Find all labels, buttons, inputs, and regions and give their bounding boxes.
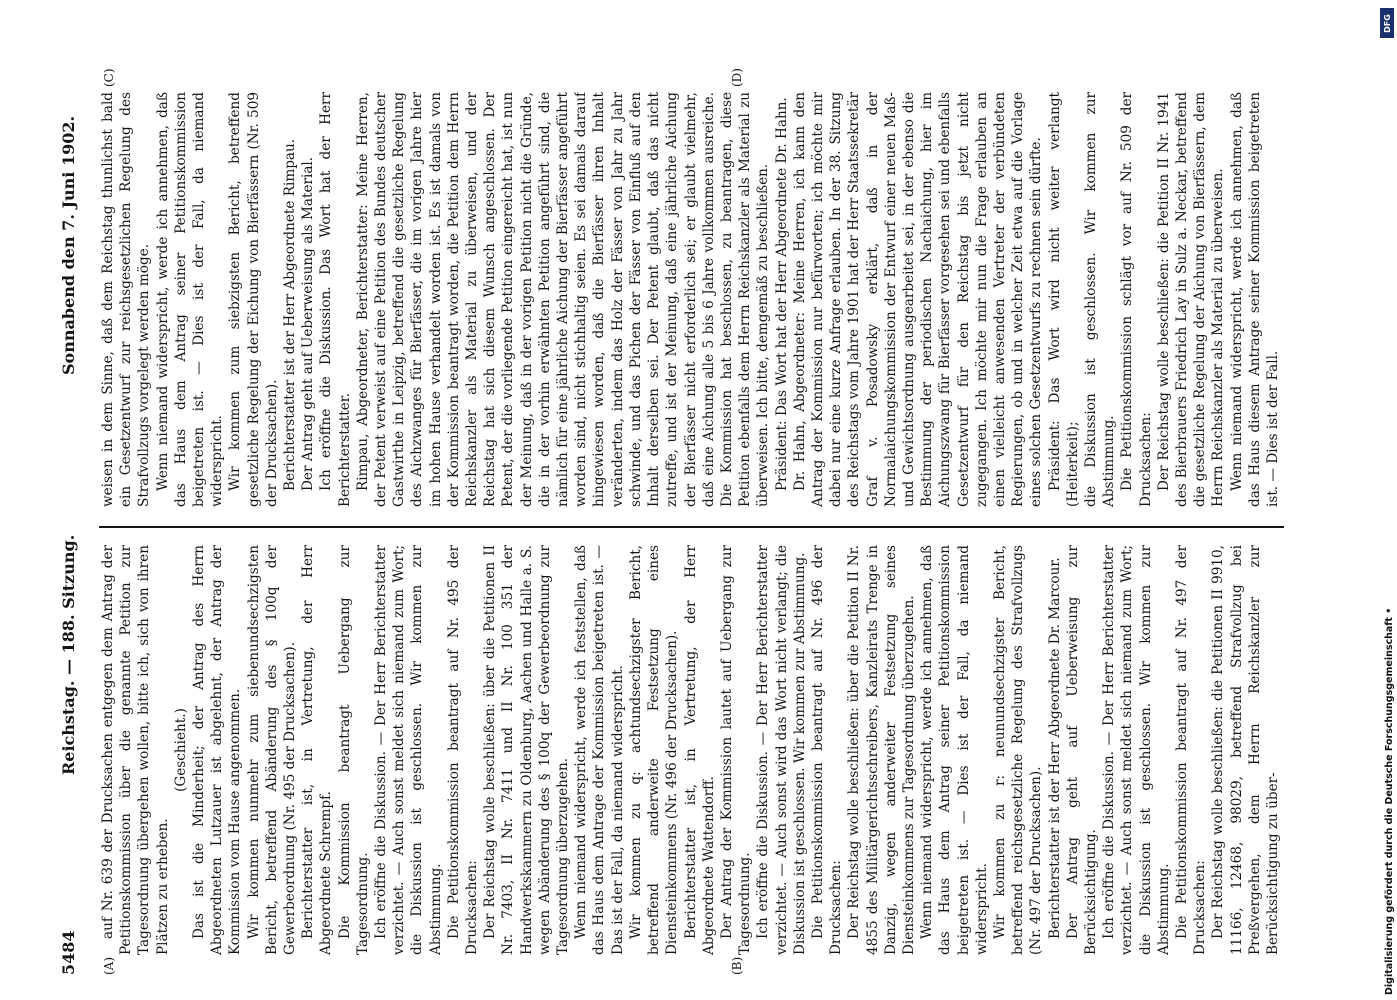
paragraph: weisen in dem Sinne, daß dem Reichstag thunlichst bald ein Gesetzentwurf zur reichsgesetzlichen Regelung des Strafvollzugs vorgelegt werden möge. (100, 92, 153, 507)
paragraph: Wir kommen zu q: achtundsechzigster Bericht, betreffend anderweite Festsetzung eines Diensteinkommens (Nr. 496 der Drucksachen). (627, 545, 681, 955)
header-right-title: Sonnabend den 7. Juni 1902. (59, 115, 78, 375)
paragraph: die Diskussion ist geschlossen. Wir kommen zur Abstimmung. (1082, 92, 1118, 507)
paragraph: Die Petitionskommission beantragt auf Nr. 496 der Drucksachen: (809, 545, 845, 955)
dfg-logo-text: DFG (1382, 13, 1392, 33)
paragraph: Dr. Hahn, Abgeordneter: Meine Herren, ich kann den Antrag der Kommission nur befürworten; ich möchte mir dabei nur eine kurze Anfrage erlauben. In der 38. Sitzung des Reichstags vom Jahre 1901 hat der Herr Staatssekretär Graf v. Posadowsky erklärt, daß in der Normalaichungskommission der Entwurf einer neuen Maß- und Gewichtsordnung ausgearbeitet sei, in der ebenso die Bestimmung der periodischen Nachaichung, hier im Aichungszwang für Bierfässer vorgesehen sei und ebenfalls Gesetzentwurf für den Reichstag bis jetzt nicht zugegangen. Ich möchte mir nun die Frage erlauben an einen vielleicht anwesenden Vertreter der verbündeten Regierungen, ob und in welcher Zeit etwa auf die Vorlage eines solchen Gesetzentwurfs zu rechnen sein dürfte. (791, 92, 1045, 507)
paragraph: auf Nr. 639 der Drucksachen entgegen dem Antrag der Petitionskommission über die genannte Petition zur Tagesordnung übergehen wollen, bitte ich, sich von ihren Plätzen zu erheben. (100, 545, 171, 955)
paragraph: Ich eröffne die Diskussion. — Der Herr Berichterstatter verzichtet. — Auch sonst meldet sich niemand zum Wort; die Diskussion ist geschlossen. Wir kommen zur Abstimmung. (1101, 545, 1172, 955)
paragraph: Der Reichstag wolle beschließen: über die Petitionen II Nr. 7403, II Nr. 7411 und II Nr. 100 351 der Handwerkskammern zu Oldenburg, Aachen und Halle a. S. wegen Abänderung des § 100q der Gewerbeordnung zur Tagesordnung überzugehen. (482, 545, 572, 955)
paragraph: Das ist die Minderheit; der Antrag des Herrn Abgeordneten Lutzauer ist abgelehnt, der Antrag der Kommission vom Hause angenommen. (191, 545, 244, 955)
digitization-credit: Digitalisierung gefördert durch die Deutsche Forschungsgemeinschaft • (1384, 607, 1395, 995)
paragraph: Präsident: Das Wort hat der Herr Abgeordnete Dr. Hahn. (773, 97, 790, 491)
left-column (99, 545, 1289, 955)
paragraph: Ich eröffne die Diskussion. — Der Herr Berichterstatter verzichtet. — Auch sonst wird das Wort nicht verlangt; die Diskussion ist geschlossen. Wir kommen zur Abstimmung. (755, 545, 808, 955)
paragraph: Berichterstatter ist, in Vertretung, der Herr Abgeordnete Wattendorff. (682, 545, 717, 955)
header-left-title: Reichstag. — 188. Sitzung. (59, 534, 78, 775)
paragraph: Wenn niemand widerspricht, werde ich annehmen, daß das Haus dem Antrag seiner Petitionskommission beigetreten ist. — Dies ist der Fall, da niemand widerspricht. (919, 545, 990, 955)
paragraph: Berichterstatter ist der Herr Abgeordnete Rimpau. (282, 138, 299, 491)
paragraph: Der Antrag geht auf Ueberweisung zur Berücksichtigung. (1064, 545, 1099, 955)
margin-marker-a: (A) (102, 956, 116, 975)
paragraph: Wir kommen zum siebzigsten Bericht, betreffend gesetzliche Regelung der Eichung von Bierfässern (Nr. 509 der Drucksachen). (227, 92, 280, 507)
paragraph: Ich eröffne die Diskussion. — Der Herr Berichterstatter verzichtet. — Auch sonst meldet sich niemand zum Wort; die Diskussion ist geschlossen. Wir kommen zur Abstimmung. (373, 545, 444, 955)
paragraph: Präsident: Das Wort wird nicht weiter verlangt (Heiterkeit); (1046, 92, 1081, 507)
paragraph: Ich eröffne die Diskussion. Das Wort hat der Herr Berichterstatter. (318, 92, 353, 507)
rotated-page (55, 68, 1305, 975)
page-header (55, 75, 83, 975)
paragraph: Wenn niemand widerspricht, werde ich annehmen, daß das Haus dem Antrag seiner Petitionskommission beigetreten ist. — Dies ist der Fall, da niemand widerspricht. (154, 92, 226, 507)
paragraph: Die Petitionskommission beantragt auf Nr. 495 der Drucksachen: (445, 545, 481, 955)
paragraph: Der Reichstag wolle beschließen: über die Petition II Nr. 4855 des Militärgerichtsschreibers, Kanzleirats Trenge in Danzig, wegen anderweiter Festsetzung seines Diensteinkommens zur Tagesordnung überzugehen. (846, 545, 917, 955)
paragraph: Rimpau, Abgeordneter, Berichterstatter: Meine Herren, der Petent verweist auf eine Petition des Bundes deutscher Gastwirthe in Leipzig, betreffend die gesetzliche Regelung des Aichzwanges für Bierfässer, die im vorigen Jahre hier im hohen Hause verhandelt worden ist. Es ist damals von der Kommission beantragt worden, die Petition dem Herrn Reichskanzler als Material zu überweisen, und der Reichstag hat sich diesem Wunsch angeschlossen. Der Petent, der die vorliegende Petition eingereicht hat, ist nun der Meinung, daß in der vorigen Petition nicht die Gründe, die in der vorhin erwähnten Petition angeführt sind, die nämlich für eine jährliche Aichung der Bierfässer angeführt worden sind, nicht stichhaltig seien. Es sei damals darauf hingewiesen worden, daß die Bierfässer ihren Inhalt veränderten, indem das Holz der Fässer von Jahr zu Jahr schwinde, und das Pichen der Fässer von Einfluß auf den Inhalt derselben sei. Der Petent glaubt, daß das nicht zutreffe, und ist der Meinung, daß eine jährliche Aichung der Bierfässer nicht erforderlich sei; er glaubt vielmehr, daß eine Aichung alle 5 bis 6 Jahre vollkommen ausreiche. Die Kommission hat beschlossen, zu beantragen, diese Petition ebenfalls dem Herrn Reichskanzler als Material zu überweisen. Ich bitte, demgemäß zu beschließen. (354, 92, 772, 507)
right-column (99, 92, 1289, 507)
paragraph: Der Antrag der Kommission lautet auf Uebergang zur Tagesordnung. (718, 545, 754, 955)
margin-marker-c: (C) (102, 68, 116, 87)
paragraph: Die Kommission beantragt Uebergang zur Tagesordnung. (336, 545, 371, 955)
margin-marker-b: (B) (730, 956, 744, 975)
paragraph: Berichterstatter ist der Herr Abgeordnete Dr. Marcour. (1046, 557, 1063, 939)
column-divider (99, 526, 1284, 528)
paragraph: Berichterstatter ist, in Vertretung, der Herr Abgeordnete Schrempf. (300, 545, 335, 955)
paragraph: Wir kommen nunmehr zum siebenundsechzigsten Bericht, betreffend Abänderung des § 100q der Gewerbeordnung (Nr. 495 der Drucksachen). (245, 545, 299, 955)
paragraph: Der Reichstag wolle beschließen: die Petitionen II 9910, 11166, 12468, 98029, betreffend Strafvollzug bei Preßvergehen, dem Herrn Reichskanzler zur Berücksichtigung zu über- (1210, 545, 1281, 955)
paragraph: Wenn niemand widerspricht, werde ich feststellen, daß das Haus dem Antrage der Kommission beigetreten ist. — Das ist der Fall, da niemand widerspricht. (573, 545, 626, 955)
paragraph: Der Reichstag wolle beschließen: die Petition II Nr. 1941 des Bierbrauers Friedrich Lay in Sulz a. Neckar, betreffend die gesetzliche Regelung der Aichung von Bierfässern, dem Herrn Reichskanzler als Material zu überweisen. (1155, 92, 1227, 507)
paragraph: (Geschieht.) (172, 708, 189, 792)
paragraph: Der Antrag geht auf Ueberweisung als Material. (300, 156, 317, 491)
paragraph: Wenn niemand widerspricht, werde ich annehmen, daß das Haus diesem Antrage seiner Kommission beigetreten ist. — Dies ist der Fall. (1228, 92, 1281, 507)
paragraph: Die Petitionskommission schlägt vor auf Nr. 509 der Drucksachen: (1119, 92, 1154, 507)
dfg-logo (1380, 8, 1394, 38)
page-number: 5484 (59, 930, 78, 975)
paragraph: Wir kommen zu r: neunundsechzigster Bericht, betreffend reichsgesetzliche Regelung des Strafvollzugs (Nr. 497 der Drucksachen). (991, 545, 1045, 955)
margin-marker-d: (D) (730, 68, 744, 87)
paragraph: Die Petitionskommission beantragt auf Nr. 497 der Drucksachen: (1173, 545, 1209, 955)
